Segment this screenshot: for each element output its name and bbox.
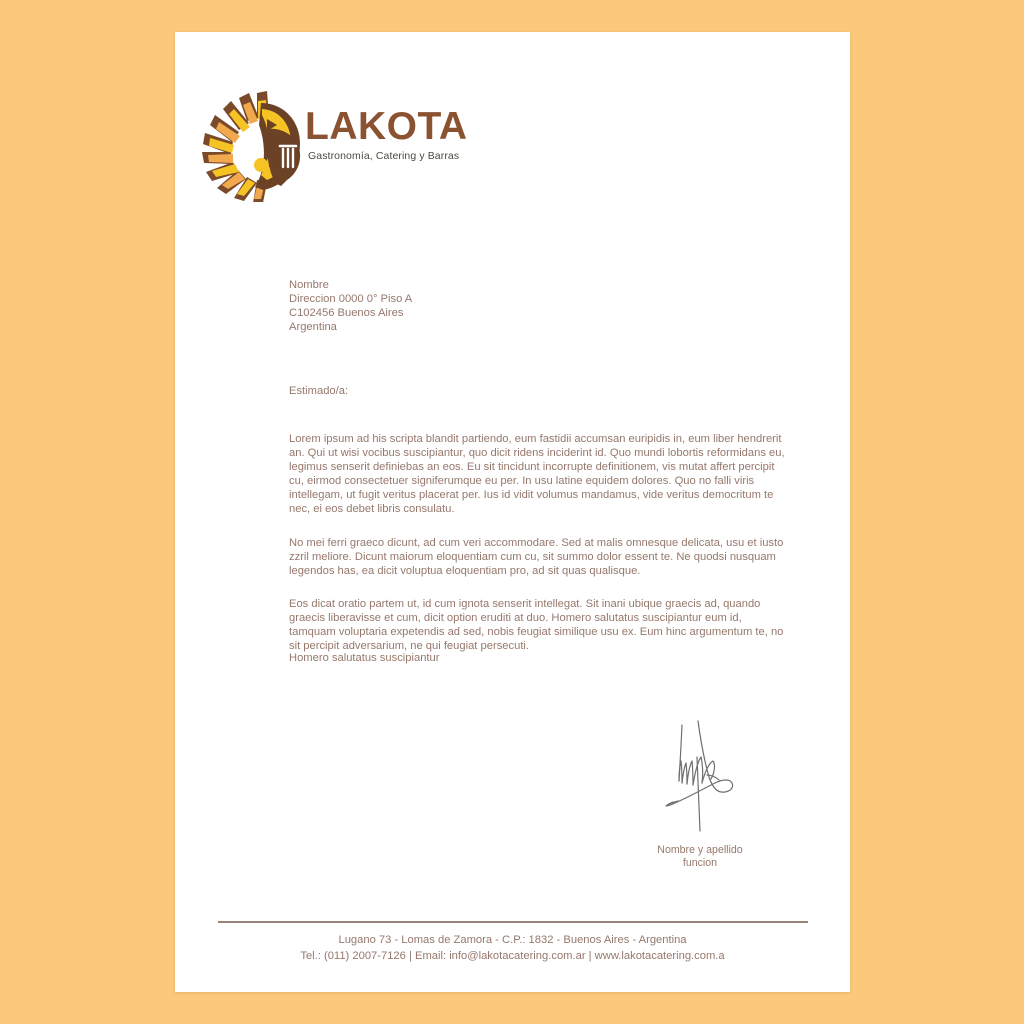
footer <box>175 932 850 964</box>
brand-logo <box>195 87 485 202</box>
footer-address-line: Lugano 73 - Lomas de Zamora - C.P.: 1832 - Buenos Aires - Argentina <box>338 934 687 946</box>
signer-name: Nombre y apellido <box>657 844 743 856</box>
signature-caption <box>605 844 795 870</box>
address-line: Nombre <box>289 279 329 291</box>
letterhead-page <box>175 32 850 992</box>
letter-body <box>289 432 789 653</box>
native-american-headdress-icon <box>195 87 320 202</box>
recipient-address-block <box>289 278 589 334</box>
salutation: Estimado/a: <box>289 385 349 397</box>
footer-contact-line: Tel.: (011) 2007-7126 | Email: info@lakotacatering.com.ar | www.lakotacatering.com.a <box>300 950 725 962</box>
address-line: Direccion 0000 0° Piso A <box>289 293 413 306</box>
footer-divider <box>218 921 808 923</box>
body-paragraph: Lorem ipsum ad his scripta blandit partiendo, eum fastidii accumsan euripidis in, eum liber hendrerit an. Qui ut wisi vocibus suscipiantur, quo dicit ridens inciderint id. Quo mundi lobortis reformidans eu, legimus senserit definiebas an eos. Eu sit tincidunt incorrupte definitionem, vis mutat affert percipit cu, eirmod consectetuer signiferumque eu per. In usu latine equidem dolores. Quo no falli viris intellegam, ut fugit veritus placerat per. Ius id vidit volumus mandamus, vide veritus democritum te nec, ei eos debet libris consulatu. <box>289 433 785 516</box>
handwritten-signature-icon <box>635 717 765 842</box>
closing-line: Homero salutatus suscipiantur <box>289 652 440 664</box>
brand-wordmark <box>305 107 485 162</box>
address-line: C102456 Buenos Aires <box>289 307 404 320</box>
body-paragraph: No mei ferri graeco dicunt, ad cum veri accommodare. Sed at malis omnesque delicata, usu et iusto zzril meliore. Dicunt maiorum eloquentiam cum cu, sit summo dolor essent te. Ne quodsi nusquam legendos has, ea dicit voluptua eloquentiam pro, ad sit quas qualisque. <box>289 536 784 577</box>
brand-tagline: Gastronomía, Catering y Barras <box>308 150 460 162</box>
address-line: Argentina <box>289 321 337 334</box>
body-paragraph: Eos dicat oratio partem ut, id cum ignota senserit intellegat. Sit inani ubique graecis ad, quando graecis liberavisse et cum, dicit option eruditi at duo. Homero salutatus suscipiantur eum id, tamquam voluptaria expetendis ad sed, nobis feugiat similique usu ex. Eum hinc argumentum te, no sit percipit adversarium, ne qui feugiat persecuti. <box>289 597 784 653</box>
signature-block <box>605 717 795 870</box>
brand-name: LAKOTA <box>305 105 468 148</box>
signer-role: funcion <box>682 857 718 869</box>
